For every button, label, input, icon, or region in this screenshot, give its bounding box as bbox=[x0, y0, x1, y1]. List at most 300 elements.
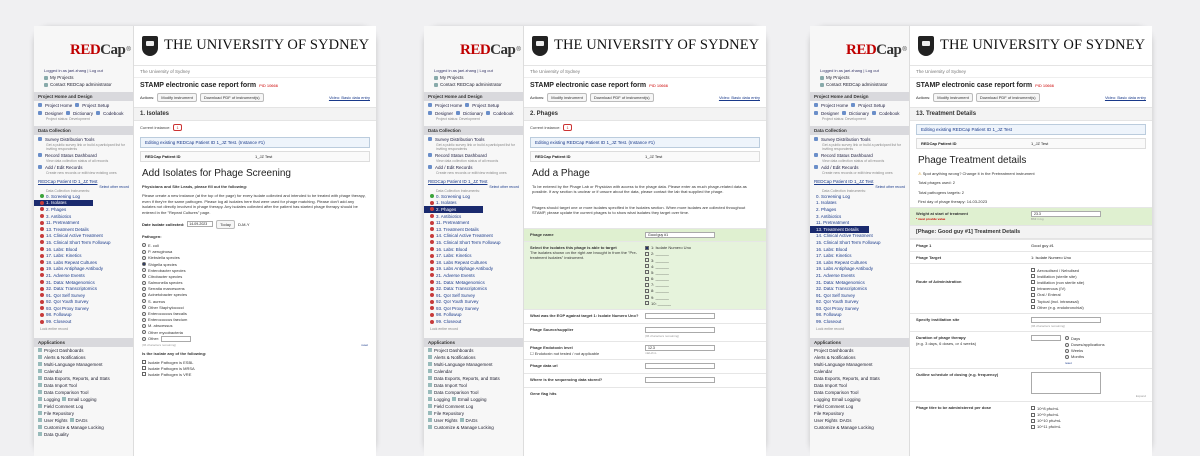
form-item[interactable] bbox=[424, 233, 523, 240]
form-item[interactable] bbox=[34, 226, 133, 233]
record-id-label: REDCap Patient ID bbox=[145, 154, 181, 159]
status-incomplete-icon bbox=[40, 221, 44, 225]
section-data[interactable]: Data Collection bbox=[810, 126, 909, 135]
app-label: Alerts & Notifications bbox=[434, 354, 476, 360]
sidebar bbox=[424, 26, 524, 456]
pathogen-option-label: Other Staphylococci bbox=[148, 304, 184, 310]
form-label: 0. Screening Log bbox=[46, 193, 81, 199]
form-item[interactable] bbox=[810, 292, 909, 299]
form-label: 99. Closeout bbox=[46, 319, 72, 325]
app-link[interactable] bbox=[424, 354, 523, 361]
codebook-icon bbox=[96, 111, 100, 115]
app-label: Email Logging bbox=[68, 396, 97, 402]
phage-section-header: [Phage: Good guy #1] Treatment Details bbox=[910, 225, 1152, 239]
status-incomplete-icon bbox=[40, 207, 44, 211]
app-link[interactable] bbox=[810, 389, 909, 396]
my-projects-link[interactable] bbox=[820, 75, 909, 80]
form-item[interactable] bbox=[810, 272, 909, 279]
app-link[interactable] bbox=[810, 354, 909, 361]
actions-bar bbox=[524, 91, 766, 104]
app-link[interactable] bbox=[810, 375, 909, 382]
weight-input[interactable]: 23.3 bbox=[1031, 211, 1101, 217]
form-item[interactable] bbox=[34, 312, 133, 319]
form-item[interactable] bbox=[34, 279, 133, 286]
titre-option-label: 10^8 pfu/mL bbox=[1037, 405, 1059, 411]
checkbox-icon bbox=[645, 277, 649, 281]
form-list bbox=[810, 193, 909, 325]
endotoxin-label-text: Phage Endotoxin level bbox=[530, 345, 573, 351]
app-link[interactable] bbox=[34, 396, 133, 403]
form-item[interactable] bbox=[424, 312, 523, 319]
app-link[interactable] bbox=[34, 375, 133, 382]
calendar-icon bbox=[428, 369, 432, 373]
phage-name-input[interactable]: Good guy #1 bbox=[645, 232, 715, 238]
form-item[interactable] bbox=[810, 239, 909, 246]
radio-icon bbox=[1065, 355, 1069, 359]
app-label: Data Quality bbox=[44, 431, 69, 437]
form-item-current[interactable] bbox=[424, 206, 483, 213]
instance-selector[interactable]: 1 bbox=[563, 124, 571, 131]
form-item[interactable] bbox=[34, 272, 133, 279]
form-label: 16. Labs: Blood bbox=[816, 246, 848, 252]
section-home[interactable]: Project Home and Design bbox=[424, 92, 523, 101]
app-link[interactable] bbox=[424, 361, 523, 368]
dashboard-icon bbox=[428, 348, 432, 352]
select-other-record[interactable]: Select other record bbox=[875, 185, 905, 189]
today-button[interactable]: Today bbox=[216, 220, 235, 229]
logo-red: RED bbox=[460, 41, 491, 58]
dashboard-icon bbox=[38, 153, 42, 157]
form-label: 14. Clinical Active Treatment bbox=[816, 233, 873, 239]
form-item[interactable] bbox=[810, 266, 909, 273]
app-link[interactable] bbox=[34, 382, 133, 389]
select-other-record[interactable]: Select other record bbox=[99, 185, 129, 189]
form-label: 0. Screening Log bbox=[436, 193, 471, 199]
pathogen-option[interactable] bbox=[142, 335, 368, 342]
logo-dark: Cap bbox=[490, 41, 516, 58]
pathogen-label-text: Pathogen: bbox=[142, 233, 162, 239]
app-link[interactable] bbox=[810, 382, 909, 389]
app-link[interactable] bbox=[424, 368, 523, 375]
group-icon bbox=[460, 418, 464, 422]
form-label: 11. Pretreatment bbox=[816, 220, 850, 226]
contact-admin-label: Contact REDCap administrator bbox=[50, 82, 112, 87]
modify-instrument-button[interactable]: Modify instrument bbox=[547, 93, 587, 102]
user-icon bbox=[428, 418, 432, 422]
expand-link[interactable]: Expand bbox=[1135, 394, 1146, 399]
user-line[interactable]: Logged in as jaei.zhang | Log out bbox=[820, 68, 879, 73]
app-link[interactable] bbox=[424, 382, 523, 389]
form-item[interactable] bbox=[810, 193, 909, 200]
projects-icon bbox=[820, 76, 824, 80]
eop-input[interactable] bbox=[645, 313, 715, 319]
form-item[interactable] bbox=[34, 246, 133, 253]
status-dashboard-link[interactable] bbox=[424, 151, 523, 159]
targets-label bbox=[530, 245, 645, 307]
checkbox-icon bbox=[645, 283, 649, 287]
form-item-current[interactable] bbox=[810, 226, 869, 233]
radio-icon bbox=[142, 274, 146, 278]
home-link[interactable] bbox=[810, 101, 909, 109]
chars-remaining: (96 characters remaining) bbox=[142, 342, 177, 347]
app-link[interactable] bbox=[810, 361, 909, 368]
status-dashboard-link[interactable] bbox=[34, 151, 133, 159]
titre-option[interactable] bbox=[1031, 424, 1146, 430]
radio-icon bbox=[1065, 336, 1069, 340]
import-icon bbox=[38, 383, 42, 387]
survey-tools-link[interactable] bbox=[34, 135, 133, 143]
select-other-record[interactable]: Select other record bbox=[489, 185, 519, 189]
app-link[interactable] bbox=[810, 368, 909, 375]
user-line[interactable]: Logged in as jaei.zhang | Log out bbox=[44, 68, 103, 73]
form-label: 32. Data: Transcriptomics bbox=[436, 286, 488, 292]
form-item[interactable] bbox=[34, 299, 133, 306]
form-item[interactable] bbox=[34, 318, 133, 325]
form-item[interactable] bbox=[34, 206, 133, 213]
calendar-icon bbox=[38, 369, 42, 373]
form-label: 19. Labs Antiphage Antibody bbox=[816, 266, 874, 272]
add-edit-link[interactable] bbox=[810, 163, 909, 171]
duration-unit-label: Weeks bbox=[1071, 348, 1084, 354]
form-item[interactable] bbox=[424, 259, 523, 266]
status-dashboard-label: Record Status Dashboard bbox=[45, 152, 97, 158]
lock-record-link[interactable]: Lock entire record bbox=[816, 326, 845, 331]
form-label: 11. Pretreatment bbox=[46, 220, 80, 226]
form-item[interactable] bbox=[424, 239, 523, 246]
home-link[interactable] bbox=[34, 101, 133, 109]
app-link[interactable] bbox=[810, 417, 909, 424]
endotoxin-na-option[interactable]: ☐ Endotoxin not tested / not applicable bbox=[530, 350, 600, 356]
panel-phages bbox=[424, 26, 766, 456]
app-link[interactable] bbox=[810, 424, 909, 431]
section-home[interactable]: Project Home and Design bbox=[34, 92, 133, 101]
radio-icon bbox=[1065, 343, 1069, 347]
duration-input[interactable] bbox=[1031, 335, 1061, 341]
contact-admin-link[interactable] bbox=[434, 82, 523, 87]
form-item[interactable] bbox=[424, 292, 523, 299]
folder-icon bbox=[428, 411, 432, 415]
isolate-option[interactable] bbox=[142, 371, 368, 377]
app-link[interactable] bbox=[424, 417, 523, 424]
form-item[interactable] bbox=[810, 206, 909, 213]
form-item[interactable] bbox=[424, 318, 523, 325]
site-input[interactable] bbox=[1031, 317, 1101, 323]
app-label: Logging bbox=[434, 396, 451, 402]
app-link[interactable] bbox=[424, 403, 523, 410]
university-header bbox=[134, 26, 376, 66]
form-item[interactable] bbox=[424, 246, 523, 253]
form-title: Phage Treatment details bbox=[918, 155, 1027, 166]
my-projects-link[interactable] bbox=[434, 75, 523, 80]
survey-tools-link[interactable] bbox=[810, 135, 909, 143]
section-apps[interactable]: Applications bbox=[810, 338, 909, 347]
home-icon bbox=[814, 103, 818, 107]
form-label: 15. Clinical Short Term Followup bbox=[436, 239, 501, 245]
status-incomplete-icon bbox=[40, 273, 44, 277]
targets-label-text: Select the isolates this phage is able to target bbox=[530, 244, 617, 250]
form-item[interactable] bbox=[424, 299, 523, 306]
modify-instrument-button[interactable]: Modify instrument bbox=[157, 93, 197, 102]
dosing-textarea[interactable] bbox=[1031, 372, 1101, 394]
app-label: Email Logging bbox=[832, 396, 861, 402]
phage-target-value: 1: Isolate Numero Uno bbox=[1031, 254, 1072, 260]
instance-selector[interactable]: 1 bbox=[173, 124, 181, 131]
form-item[interactable] bbox=[810, 219, 909, 226]
section-apps[interactable]: Applications bbox=[424, 338, 523, 347]
pathogens-targets: Total pathogens targets: 2 bbox=[918, 189, 965, 195]
form-label: 17. Labs: Kinetics bbox=[436, 253, 472, 259]
app-link[interactable] bbox=[34, 347, 133, 354]
section-apps[interactable]: Applications bbox=[34, 338, 133, 347]
form-label: 92. QoI Youth Survey bbox=[816, 299, 859, 305]
seq-stored-input[interactable] bbox=[645, 377, 715, 383]
form-item[interactable] bbox=[810, 200, 909, 207]
status-incomplete-icon bbox=[430, 300, 434, 304]
remaining-row bbox=[142, 342, 368, 347]
form-item[interactable] bbox=[34, 259, 133, 266]
sidebar-record-link[interactable]: REDCap Patient ID 1_JZ Test bbox=[38, 179, 98, 184]
my-projects-link[interactable] bbox=[44, 75, 133, 80]
warning-note bbox=[910, 169, 1152, 178]
form-item[interactable] bbox=[424, 272, 523, 279]
form-label: 18. Labs Repeat Cultures bbox=[816, 259, 868, 265]
dashboard-note: View data collection status of all records bbox=[436, 159, 499, 163]
university-crest-icon bbox=[142, 36, 158, 56]
app-label: Alerts & Notifications bbox=[814, 354, 856, 360]
redcap-logo bbox=[846, 40, 909, 60]
form-item[interactable] bbox=[424, 305, 523, 312]
reset-link[interactable]: reset bbox=[361, 342, 368, 347]
weight-label-text: Weight at start of treatment bbox=[916, 210, 968, 216]
radio-icon bbox=[142, 250, 146, 254]
home-link[interactable] bbox=[424, 101, 523, 109]
university-name: THE UNIVERSITY OF SYDNEY bbox=[164, 37, 370, 53]
route-option-label: Other (e.g. endobronchial) bbox=[1037, 304, 1084, 310]
app-label: Field Comment Log bbox=[814, 403, 854, 409]
app-link[interactable] bbox=[34, 368, 133, 375]
dashboard-note: View data collection status of all records bbox=[822, 159, 885, 163]
form-item[interactable] bbox=[34, 292, 133, 299]
survey-tools-label: Survey Distribution Tools bbox=[435, 136, 485, 142]
designer-label: Designer bbox=[45, 110, 64, 116]
download-pdf-button[interactable]: Download PDF of instrument(s) bbox=[590, 93, 654, 102]
logo-sup: ® bbox=[126, 47, 131, 53]
app-label: Data Import Tool bbox=[44, 382, 77, 388]
route-option[interactable] bbox=[1031, 304, 1146, 310]
download-pdf-button[interactable]: Download PDF of instrument(s) bbox=[200, 93, 264, 102]
sidebar-record-link[interactable]: REDCap Patient ID 1_JZ Test bbox=[428, 179, 488, 184]
app-link[interactable] bbox=[424, 375, 523, 382]
form-item-current[interactable] bbox=[34, 200, 93, 207]
form-item[interactable] bbox=[424, 266, 523, 273]
modify-instrument-button[interactable]: Modify instrument bbox=[933, 93, 973, 102]
dictionary-icon bbox=[456, 111, 460, 115]
app-link[interactable] bbox=[34, 417, 133, 424]
duration-unit-option[interactable] bbox=[1065, 342, 1105, 348]
dashboard-icon bbox=[428, 153, 432, 157]
add-edit-link[interactable] bbox=[424, 163, 523, 171]
export-icon bbox=[38, 376, 42, 380]
app-link[interactable] bbox=[34, 424, 133, 431]
designer-row[interactable] bbox=[34, 109, 133, 117]
checkbox-icon bbox=[1031, 299, 1035, 303]
app-link[interactable] bbox=[424, 396, 523, 403]
form-item[interactable] bbox=[424, 279, 523, 286]
form-item[interactable] bbox=[34, 213, 133, 220]
date-collected-input[interactable]: 14-09-2023 bbox=[187, 221, 213, 227]
instrument-bar: 1. Isolates bbox=[134, 107, 376, 121]
form-item[interactable] bbox=[34, 252, 133, 259]
form-item[interactable] bbox=[810, 299, 909, 306]
form-item[interactable] bbox=[810, 305, 909, 312]
form-item[interactable] bbox=[424, 213, 523, 220]
current-instance-label: Current instance: bbox=[140, 125, 171, 130]
app-label: File Repository bbox=[814, 410, 845, 416]
form-item[interactable] bbox=[424, 252, 523, 259]
download-pdf-button[interactable]: Download PDF of instrument(s) bbox=[976, 93, 1040, 102]
isolate-question-text: Is the isolate any of the following: bbox=[142, 350, 207, 356]
form-item[interactable] bbox=[810, 279, 909, 286]
first-day: First day of phage therapy: 14-03-2023 bbox=[918, 199, 988, 205]
status-dashboard-link[interactable] bbox=[810, 151, 909, 159]
weight-hint: * must provide value bbox=[916, 216, 946, 221]
panel-treatment-details bbox=[810, 26, 1152, 456]
lock-record-link[interactable]: Lock entire record bbox=[40, 326, 69, 331]
form-item[interactable] bbox=[34, 219, 133, 226]
app-link[interactable] bbox=[34, 389, 133, 396]
route-label: Route of Administration bbox=[916, 279, 962, 285]
lock-record-link[interactable]: Lock entire record bbox=[430, 326, 459, 331]
sidebar-record-link[interactable]: REDCap Patient ID 1_JZ Test bbox=[814, 179, 874, 184]
status-incomplete-icon bbox=[40, 267, 44, 271]
contact-admin-link[interactable] bbox=[44, 82, 133, 87]
form-item[interactable] bbox=[34, 239, 133, 246]
user-line[interactable]: Logged in as jaei.zhang | Log out bbox=[434, 68, 493, 73]
checkbox-icon bbox=[1031, 425, 1035, 429]
source-input[interactable] bbox=[645, 327, 715, 333]
form-item[interactable] bbox=[810, 285, 909, 292]
form-label: 16. Labs: Blood bbox=[46, 246, 78, 252]
form-item[interactable] bbox=[34, 266, 133, 273]
form-item[interactable] bbox=[34, 305, 133, 312]
form-item[interactable] bbox=[424, 219, 523, 226]
add-edit-note: Create new records or edit/view existing ones bbox=[822, 171, 893, 175]
section-data[interactable]: Data Collection bbox=[34, 126, 133, 135]
app-link[interactable] bbox=[34, 431, 133, 438]
dosing-label: Outline schedule of dosing (e.g. frequency) bbox=[916, 372, 999, 378]
section-home[interactable]: Project Home and Design bbox=[810, 92, 909, 101]
video-link[interactable]: Video: Basic data entry bbox=[328, 95, 370, 100]
contact-admin-link[interactable] bbox=[820, 82, 909, 87]
weight-unit: BMI in kg bbox=[1031, 216, 1044, 221]
form-label: 31. Data: Metagenomics bbox=[816, 279, 865, 285]
form-item[interactable] bbox=[810, 213, 909, 220]
phage-target-row bbox=[910, 251, 1152, 263]
radio-icon bbox=[142, 268, 146, 272]
form-label: 91. QoI Self Survey bbox=[436, 292, 476, 298]
folder-icon bbox=[38, 411, 42, 415]
app-link[interactable] bbox=[424, 410, 523, 417]
reset-link[interactable]: reset bbox=[1065, 360, 1072, 365]
radio-icon bbox=[142, 312, 146, 316]
app-link[interactable] bbox=[34, 410, 133, 417]
form-item[interactable] bbox=[810, 246, 909, 253]
video-link[interactable]: Video: Basic data entry bbox=[1104, 95, 1146, 100]
endotoxin-input[interactable]: 12.3 bbox=[645, 345, 715, 351]
status-incomplete-icon bbox=[40, 320, 44, 324]
add-edit-link[interactable] bbox=[34, 163, 133, 171]
other-pathogen-input[interactable] bbox=[161, 336, 191, 342]
app-link[interactable] bbox=[34, 361, 133, 368]
form-label: 91. QoI Self Survey bbox=[46, 292, 86, 298]
form-label: 98. Followup bbox=[46, 312, 72, 318]
target-option-label: 7: ______ bbox=[651, 282, 669, 288]
form-item[interactable] bbox=[34, 193, 133, 200]
designer-label: Designer bbox=[821, 110, 840, 116]
app-link[interactable] bbox=[810, 347, 909, 354]
designer-row[interactable] bbox=[810, 109, 909, 117]
form-item[interactable] bbox=[424, 200, 523, 207]
survey-tools-link[interactable] bbox=[424, 135, 523, 143]
logo-red: RED bbox=[70, 41, 101, 58]
app-link[interactable] bbox=[34, 403, 133, 410]
target-option[interactable] bbox=[645, 300, 760, 306]
data-url-input[interactable] bbox=[645, 363, 715, 369]
app-label: Project Dashboards bbox=[434, 347, 474, 353]
form-item[interactable] bbox=[810, 318, 909, 325]
duration-unit-group bbox=[1065, 335, 1105, 365]
app-link[interactable] bbox=[424, 424, 523, 431]
form-label: 99. Closeout bbox=[816, 319, 842, 325]
app-link[interactable] bbox=[424, 347, 523, 354]
targets-checkbox-group bbox=[645, 245, 760, 307]
pathogen-radio-group bbox=[134, 241, 376, 348]
video-link[interactable]: Video: Basic data entry bbox=[718, 95, 760, 100]
designer-row[interactable] bbox=[424, 109, 523, 117]
edit-icon bbox=[814, 165, 818, 169]
app-label: Email Logging bbox=[458, 396, 487, 402]
app-link[interactable] bbox=[424, 389, 523, 396]
actions-label: Actions: bbox=[530, 95, 545, 100]
app-link[interactable] bbox=[810, 403, 909, 410]
form-item[interactable] bbox=[810, 259, 909, 266]
form-label: 92. QoI Youth Survey bbox=[436, 299, 479, 305]
route-checkbox-group bbox=[1031, 267, 1146, 310]
form-item[interactable] bbox=[424, 226, 523, 233]
form-item[interactable] bbox=[424, 285, 523, 292]
home-icon bbox=[428, 103, 432, 107]
form-item[interactable] bbox=[34, 285, 133, 292]
dictionary-label: Dictionary bbox=[849, 110, 870, 116]
dictionary-icon bbox=[842, 111, 846, 115]
form-item[interactable] bbox=[810, 233, 909, 240]
form-item[interactable] bbox=[34, 233, 133, 240]
app-link[interactable] bbox=[34, 354, 133, 361]
dashboard-icon bbox=[38, 348, 42, 352]
target-option-label: 8: ______ bbox=[651, 288, 669, 294]
checkbox-icon bbox=[645, 289, 649, 293]
form-label: 98. Followup bbox=[436, 312, 462, 318]
form-item[interactable] bbox=[810, 252, 909, 259]
form-item[interactable] bbox=[810, 312, 909, 319]
section-data[interactable]: Data Collection bbox=[424, 126, 523, 135]
pathogen-option-label: S. aureus bbox=[148, 298, 166, 304]
app-link[interactable] bbox=[810, 410, 909, 417]
form-label: 14. Clinical Active Treatment bbox=[436, 233, 493, 239]
form-item[interactable] bbox=[424, 193, 523, 200]
phages-used: Total phages used: 2 bbox=[918, 180, 955, 186]
app-link[interactable] bbox=[810, 396, 909, 403]
